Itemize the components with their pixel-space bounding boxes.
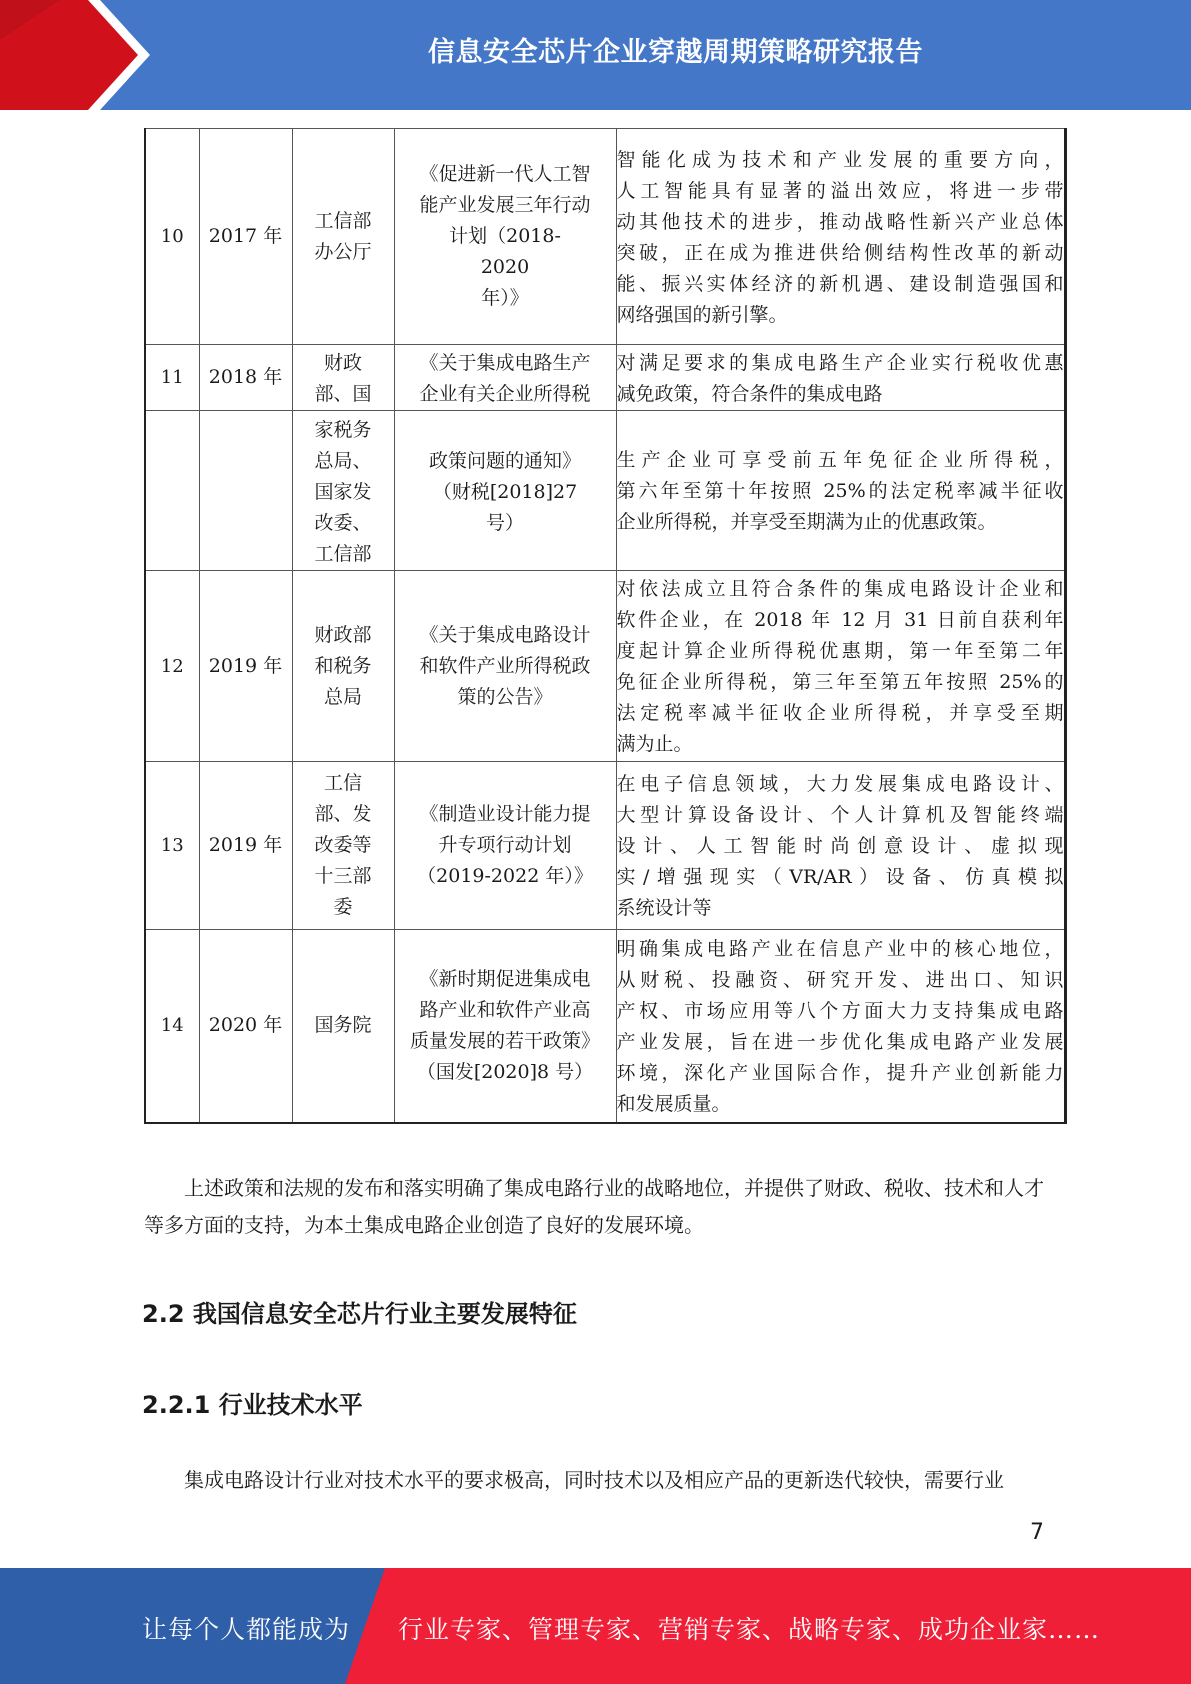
row-number-cell	[145, 762, 199, 930]
description-line: 对满足要求的集成电路生产企业实行税收优惠	[616, 351, 1064, 374]
row-number: 12	[160, 655, 184, 677]
issuer-line: 财政	[323, 351, 362, 374]
document-cell	[394, 411, 616, 571]
row-number: 14	[160, 1015, 184, 1037]
description-line: 动其他技术的进步，推动战略性新兴产业总体	[616, 210, 1064, 233]
description-line: 大型计算设备设计、个人计算机及智能终端	[616, 804, 1064, 826]
row-number: 13	[160, 835, 184, 856]
issuer-line: 和税务	[314, 654, 372, 677]
row-number-cell	[145, 345, 199, 411]
year: 2017 年	[208, 225, 283, 247]
description-line: 设计、人工智能时尚创意设计、虚拟现	[616, 835, 1064, 857]
footer-slogan-right: 行业专家、管理专家、营销专家、战略专家、成功企业家……	[398, 1615, 1101, 1644]
description-cell	[616, 345, 1065, 411]
issuer-line: 工信	[323, 772, 362, 794]
year: 2019 年	[208, 654, 283, 677]
year-cell	[199, 762, 292, 930]
subsection-heading: 2.2.1 行业技术水平	[142, 1391, 363, 1419]
description-line: 产业发展，旨在进一步优化集成电路产业发展	[616, 1030, 1064, 1053]
issuer-line: 十三部	[314, 865, 372, 887]
document-line: 《新时期促进集成电	[419, 967, 591, 990]
report-title: 信息安全芯片企业穿越周期策略研究报告	[428, 37, 923, 68]
issuer-line: 工信部	[314, 209, 372, 232]
row-number-cell	[145, 411, 199, 571]
issuer-line: 工信部	[314, 543, 372, 565]
description-line: 环境，深化产业国际合作，提升产业创新能力	[616, 1061, 1064, 1084]
row-number-cell	[145, 930, 199, 1123]
document-line: 策的公告》	[457, 685, 553, 708]
year: 2020 年	[208, 1014, 283, 1037]
issuer-line: 总局	[323, 685, 362, 708]
description-line: 第六年至第十年按照 25%的法定税率减半征收	[616, 480, 1064, 502]
document-cell	[394, 571, 616, 762]
document-cell	[394, 129, 616, 345]
year-cell	[199, 930, 292, 1123]
description-line: 突破，正在成为推进供给侧结构性改革的新动	[616, 241, 1064, 264]
document-line: 号）	[485, 512, 524, 534]
document-line: 计划（2018-	[449, 225, 561, 247]
issuer-line: 国家发	[314, 481, 372, 503]
description-line: 生产企业可享受前五年免征企业所得税，	[616, 449, 1064, 471]
year-cell	[199, 571, 292, 762]
description-line: 系统设计等	[616, 897, 712, 919]
issuer-line: 办公厅	[314, 240, 372, 263]
description-line: 对依法成立且符合条件的集成电路设计企业和	[616, 578, 1064, 600]
document-line: 《关于集成电路设计	[419, 623, 591, 646]
document-line: 《促进新一代人工智	[419, 163, 591, 185]
issuer-line: 委	[333, 896, 353, 918]
document-cell	[394, 762, 616, 930]
policy-table	[144, 128, 1067, 1124]
document-line: 年）》	[481, 287, 529, 309]
description-line: 度起计算企业所得税优惠期，第一年至第二年	[616, 640, 1064, 662]
page-header	[0, 0, 1191, 110]
description-line: 能、振兴实体经济的新机遇、建设制造强国和	[616, 272, 1064, 295]
table-row	[145, 411, 1065, 571]
description-line: 网络强国的新引擎。	[616, 303, 788, 326]
issuer-line: 国务院	[314, 1014, 372, 1037]
issuer-cell	[292, 345, 394, 411]
document-line: （财税[2018]27	[432, 481, 578, 503]
year: 2019 年	[208, 834, 283, 856]
description-line: 人工智能具有显著的溢出效应，将进一步带	[616, 179, 1064, 202]
row-number-cell	[145, 571, 199, 762]
document-line: （2019-2022 年）》	[417, 865, 593, 887]
document-line: 《关于集成电路生产	[419, 351, 591, 374]
issuer-cell	[292, 930, 394, 1123]
table-row	[145, 345, 1065, 411]
document-cell	[394, 345, 616, 411]
issuer-cell	[292, 571, 394, 762]
issuer-line: 财政部	[314, 623, 372, 646]
document-line: 路产业和软件产业高	[419, 998, 591, 1021]
document-line: 企业有关企业所得税	[419, 382, 591, 405]
issuer-cell	[292, 762, 394, 930]
issuer-line: 部、国	[314, 382, 372, 405]
table-row	[145, 571, 1065, 762]
year-cell	[199, 345, 292, 411]
document-line: 质量发展的若干政策》	[409, 1029, 600, 1052]
year: 2018 年	[208, 366, 283, 388]
issuer-line: 改委、	[314, 512, 372, 534]
issuer-line: 总局、	[314, 450, 372, 472]
description-line: 软件企业，在 2018 年 12 月 31 日前自获利年	[616, 609, 1064, 631]
description-cell	[616, 411, 1065, 571]
document-line: 和软件产业所得税政	[419, 654, 591, 677]
row-number: 10	[160, 226, 184, 247]
description-line: 免征企业所得税，第三年至第五年按照 25%的	[616, 671, 1064, 693]
description-cell	[616, 129, 1065, 345]
document-line: 《制造业设计能力提	[419, 803, 591, 825]
description-line: 满为止。	[616, 733, 693, 755]
issuer-line: 部、发	[314, 803, 372, 825]
description-line: 企业所得税，并享受至期满为止的优惠政策。	[616, 511, 997, 533]
row-number-cell	[145, 129, 199, 345]
year-cell	[199, 129, 292, 345]
table-row	[145, 129, 1065, 345]
description-line: 减免政策，符合条件的集成电路	[616, 382, 883, 405]
section-heading: 2.2 我国信息安全芯片行业主要发展特征	[142, 1300, 577, 1328]
issuer-line: 家税务	[314, 419, 372, 441]
document-line: 升专项行动计划	[438, 834, 572, 856]
description-cell	[616, 762, 1065, 930]
page-number: 7	[1030, 1520, 1044, 1545]
issuer-line: 改委等	[314, 834, 372, 856]
description-line: 实/增强现实（VR/AR）设备、仿真模拟	[616, 866, 1064, 888]
table-row	[145, 762, 1065, 930]
description-cell	[616, 571, 1065, 762]
issuer-cell	[292, 129, 394, 345]
description-cell	[616, 930, 1065, 1123]
table-row	[145, 930, 1065, 1123]
description-line: 从财税、投融资、研究开发、进出口、知识	[616, 968, 1064, 991]
description-line: 和发展质量。	[616, 1092, 731, 1115]
row-number: 11	[160, 367, 184, 388]
issuer-cell	[292, 411, 394, 571]
description-line: 在电子信息领域，大力发展集成电路设计、	[616, 773, 1064, 795]
description-line: 产权、市场应用等八个方面大力支持集成电路	[616, 999, 1064, 1022]
year-cell	[199, 411, 292, 571]
document-line: 政策问题的通知》	[428, 450, 581, 472]
header-arrow-decoration	[0, 0, 160, 110]
description-line: 明确集成电路产业在信息产业中的核心地位，	[616, 937, 1064, 960]
document-line: （国发[2020]8 号）	[416, 1060, 594, 1083]
footer-slogan-left: 让每个人都能成为	[142, 1615, 351, 1644]
description-line: 智能化成为技术和产业发展的重要方向，	[616, 148, 1064, 171]
tech-level-paragraph: 集成电路设计行业对技术水平的要求极高，同时技术以及相应产品的更新迭代较快，需要行业	[184, 1468, 1004, 1492]
document-line: 2020	[480, 256, 530, 278]
description-line: 法定税率减半征收企业所得税，并享受至期	[616, 702, 1064, 724]
page-footer	[0, 1568, 1191, 1684]
document-cell	[394, 930, 616, 1123]
document-line: 能产业发展三年行动	[419, 194, 591, 216]
summary-paragraph: 上述政策和法规的发布和落实明确了集成电路行业的战略地位，并提供了财政、税收、技术和人才等多方面的支持，为本土集成电路企业创造了良好的发展环境。	[144, 1176, 1044, 1237]
